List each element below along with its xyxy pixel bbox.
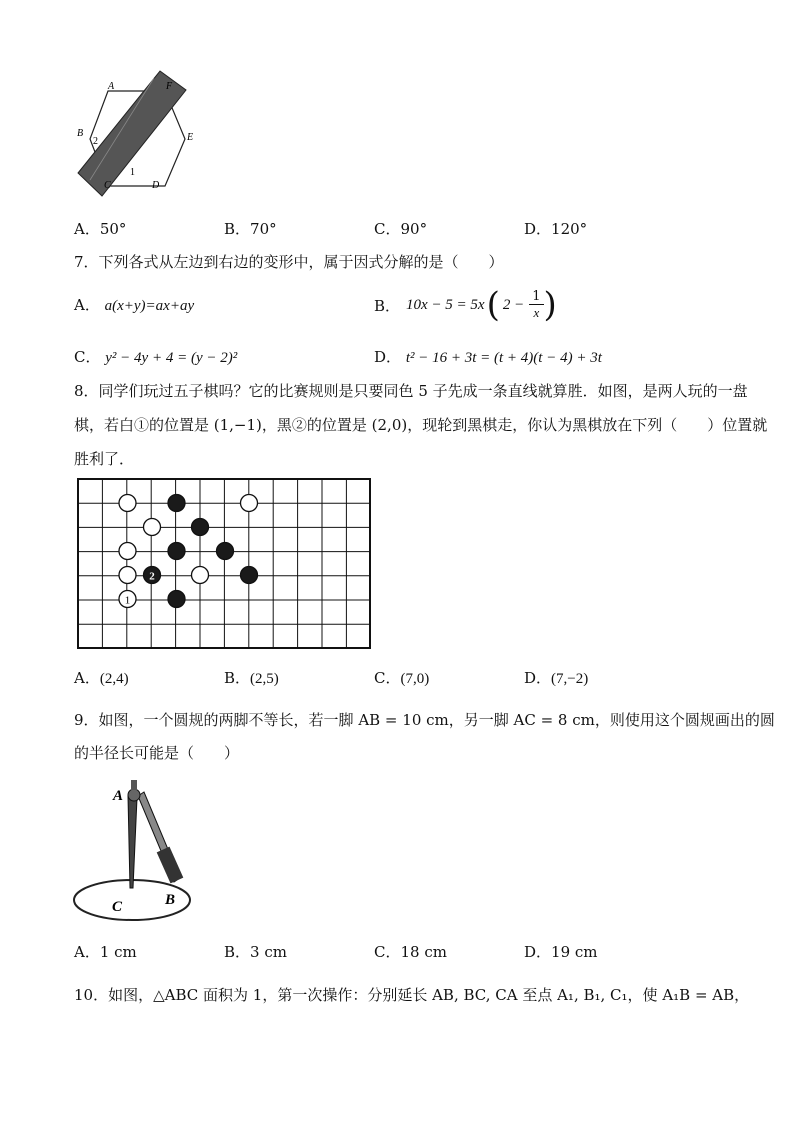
compass-hinge: [128, 789, 140, 801]
fraction: $\frac{1}{x}$: [529, 289, 543, 321]
black-stone: [168, 495, 185, 512]
compass-leg-c: [128, 796, 137, 888]
q7-option-a[interactable]: A． a(x+y)=ax+ay: [74, 296, 195, 314]
q9-line1: 9．如图，一个圆规的两脚不等长，若一脚 AB = 10 cm，另一脚 AC = 8 cm，则使用这个圆规画出的圆: [74, 711, 775, 729]
q9-line2: 的半径长可能是（ ）: [74, 744, 240, 762]
compass-figure: [70, 768, 200, 928]
q8-option-c[interactable]: C．(7,0): [374, 669, 430, 687]
white-stone: [119, 495, 136, 512]
q8-option-b[interactable]: B．(2,5): [224, 669, 279, 687]
label-F: F: [166, 81, 173, 92]
q7-stem: 7．下列各式从左边到右边的变形中，属于因式分解的是（ ）: [74, 253, 504, 271]
q6-option-d[interactable]: D．120°: [524, 220, 588, 238]
label-D: D: [152, 180, 160, 191]
black-stone: [168, 543, 185, 560]
q8-line2: 棋，若白①的位置是 (1,−1)，黑②的位置是 (2,0)，现轮到黑棋走，你认为黑棋放在下列（ ）位置就: [74, 416, 768, 434]
q6-option-a[interactable]: A．50°: [74, 220, 127, 238]
white-stone: [119, 543, 136, 560]
pencil-holder: [157, 847, 184, 884]
paren-open: (: [486, 285, 500, 325]
gomoku-board: [75, 476, 375, 651]
compass-label-C: C: [112, 899, 123, 915]
white-stone-1-label: 1: [124, 594, 131, 607]
q7-option-c[interactable]: C． y² − 4y + 4 = (y − 2)²: [74, 348, 238, 366]
q9-option-d[interactable]: D．19 cm: [524, 943, 598, 961]
white-stone: [241, 495, 258, 512]
q7-option-b[interactable]: B． 10x − 5 = 5x ( 2 − $\frac{1}{x}$ ): [374, 285, 557, 325]
q6-option-b[interactable]: B．70°: [224, 220, 277, 238]
q9-option-a[interactable]: A．1 cm: [74, 943, 137, 961]
hexagon-strip-figure: [70, 68, 200, 203]
white-stone: [119, 567, 136, 584]
label-E: E: [187, 132, 194, 143]
q9-option-b[interactable]: B．3 cm: [224, 943, 287, 961]
compass-label-A: A: [113, 788, 124, 804]
label-C: C: [104, 180, 111, 191]
q8-line3: 胜利了．: [74, 450, 135, 468]
paren-close: ): [543, 285, 557, 325]
q8-line1: 8．同学们玩过五子棋吗？它的比赛规则是只要同色 5 子先成一条直线就算胜．如图，是两人玩的一盘: [74, 382, 748, 400]
black-stone: [241, 567, 258, 584]
black-stone-2-label: 2: [149, 570, 155, 583]
label-two: 2: [93, 136, 98, 147]
label-B: B: [77, 128, 84, 139]
q8-option-d[interactable]: D．(7,−2): [524, 669, 589, 687]
white-stone: [192, 567, 209, 584]
compass-handle: [131, 780, 137, 790]
black-stone: [168, 591, 185, 608]
q6-option-c[interactable]: C．90°: [374, 220, 428, 238]
q7-option-d[interactable]: D． t² − 16 + 3t = (t + 4)(t − 4) + 3t: [374, 348, 602, 366]
q10-line1: 10．如图，△ABC 面积为 1，第一次操作：分别延长 AB, BC, CA 至点 A₁, B₁, C₁，使 A₁B = AB，: [74, 986, 750, 1004]
white-stone: [144, 519, 161, 536]
compass-label-B: B: [165, 892, 176, 908]
black-stone: [192, 519, 209, 536]
black-stone: [217, 543, 234, 560]
q8-option-a[interactable]: A．(2,4): [74, 669, 129, 687]
label-one: 1: [130, 167, 135, 178]
q9-option-c[interactable]: C．18 cm: [374, 943, 447, 961]
label-A: A: [108, 81, 115, 92]
